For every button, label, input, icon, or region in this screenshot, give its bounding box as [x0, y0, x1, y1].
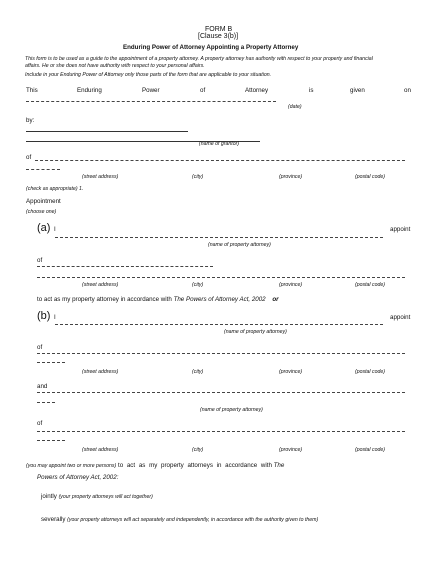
- option-a-i: I: [54, 226, 56, 233]
- date-field[interactable]: [26, 101, 276, 102]
- severally-label: severally: [41, 516, 66, 523]
- attorney-b1-name-field[interactable]: [55, 324, 383, 325]
- attorney-b1-province-caption: (province): [279, 369, 303, 375]
- attorney-b2-province-caption: (province): [279, 447, 303, 453]
- grantor-name-caption: (name of grantor): [199, 141, 240, 147]
- grantor-city-caption: (city): [192, 174, 204, 180]
- attorney-b2-address-field-1[interactable]: [37, 431, 405, 432]
- given-word-3: Power: [142, 87, 160, 94]
- jointly-option[interactable]: [41, 493, 153, 500]
- given-word-2: Enduring: [77, 87, 102, 94]
- grantor-of-label: of: [26, 154, 32, 161]
- page-title: Enduring Power of Attorney Appointing a Property Attorney: [123, 44, 299, 51]
- grantor-address-field[interactable]: [35, 160, 405, 161]
- attorney-a-city-caption: (city): [192, 282, 204, 288]
- attorney-a-postal-caption: (postal code): [355, 282, 385, 288]
- and-label: and: [37, 383, 48, 390]
- intro-line-2: affairs. He or she does not have authority with respect to your personal affairs.: [25, 63, 205, 69]
- attorney-a-name-field[interactable]: [55, 237, 383, 238]
- attorney-b1-street-caption: (street address): [82, 369, 119, 375]
- attorney-b2-city-caption: (city): [192, 447, 204, 453]
- clause-label: [Clause 3(b)]: [198, 33, 239, 40]
- attorney-a-address-field-2[interactable]: [37, 277, 405, 278]
- option-b-i: I: [54, 314, 56, 321]
- act-text-b: [26, 462, 284, 469]
- severally-option[interactable]: [41, 516, 318, 523]
- act-title-b: Powers of Attorney Act, 2002: [37, 474, 117, 481]
- attorney-b1-address-field-1[interactable]: [37, 353, 405, 354]
- attorney-b1-caption: (name of property attorney): [224, 329, 287, 335]
- intro-line-1: This form is to be used as a guide to the appointment of a property attorney. A property attorney has authority with respect to your property and financial: [25, 56, 373, 62]
- grantor-name-field-1[interactable]: [26, 131, 188, 132]
- option-b-appoint: appoint: [390, 314, 411, 321]
- grantor-province-caption: (province): [279, 174, 303, 180]
- attorney-a-caption: (name of property attorney): [208, 242, 271, 248]
- option-a-appoint: appoint: [390, 226, 411, 233]
- grantor-address-field-2[interactable]: [26, 169, 60, 170]
- act-text-a-lead: to act as my property attorney in accordance with: [37, 296, 172, 303]
- jointly-label: jointly: [41, 493, 57, 500]
- attorney-b2-caption: (name of property attorney): [200, 407, 263, 413]
- act-text-b-title-1: The: [273, 462, 285, 469]
- act-text-b-lead: to act as my property attorneys in accordance with: [117, 462, 272, 469]
- check-as-appropriate: (check as appropriate) 1.: [26, 186, 84, 192]
- attorney-a-street-caption: (street address): [82, 282, 119, 288]
- act-text-a-title: The Powers of Attorney Act, 2002: [173, 296, 266, 303]
- attorney-a-province-caption: (province): [279, 282, 303, 288]
- option-a-label: (a): [37, 222, 51, 234]
- attorney-b2-name-field-2[interactable]: [37, 402, 55, 403]
- grantor-street-caption: (street address): [82, 174, 119, 180]
- you-may-note: (you may appoint two or more persons): [26, 463, 117, 469]
- appointment-heading: Appointment: [26, 198, 61, 205]
- attorney-b1-city-caption: (city): [192, 369, 204, 375]
- given-word-5: Attorney: [245, 87, 269, 94]
- attorney-b2-postal-caption: (postal code): [355, 447, 385, 453]
- given-word-6: is: [309, 87, 314, 94]
- date-caption: (date): [288, 104, 302, 110]
- given-word-4: of: [200, 87, 206, 94]
- intro-line-3: Include in your Enduring Power of Attorney only those parts of the form that are applicable to your situation.: [25, 72, 272, 78]
- attorney-b1-postal-caption: (postal code): [355, 369, 385, 375]
- attorney-a-address-field-1[interactable]: [37, 266, 213, 267]
- given-word-8: on: [404, 87, 411, 94]
- jointly-note: (your property attorneys will act together): [58, 494, 153, 500]
- form-label: FORM B: [205, 26, 233, 33]
- act-text-b-title-2: [37, 474, 118, 481]
- attorney-b1-address-field-2[interactable]: [37, 362, 65, 363]
- given-word-7: given: [350, 87, 365, 94]
- grantor-postal-caption: (postal code): [355, 174, 385, 180]
- attorney-a-of: of: [37, 257, 43, 264]
- severally-note: (your property attorneys will act separately and independently, in accordance with the authority given to them): [67, 517, 319, 523]
- attorney-b2-street-caption: (street address): [82, 447, 119, 453]
- attorney-b1-of: of: [37, 344, 43, 351]
- by-label: by:: [26, 117, 35, 124]
- act-text-a: [37, 296, 279, 303]
- attorney-b2-name-field-1[interactable]: [37, 392, 405, 393]
- or-label: or: [272, 296, 279, 303]
- act-title-colon: :: [116, 474, 119, 481]
- choose-one-note: (choose one): [26, 209, 57, 215]
- attorney-b2-address-field-2[interactable]: [37, 440, 65, 441]
- option-b-label: (b): [37, 310, 51, 322]
- given-word-1: This: [26, 87, 38, 94]
- attorney-b2-of: of: [37, 420, 43, 427]
